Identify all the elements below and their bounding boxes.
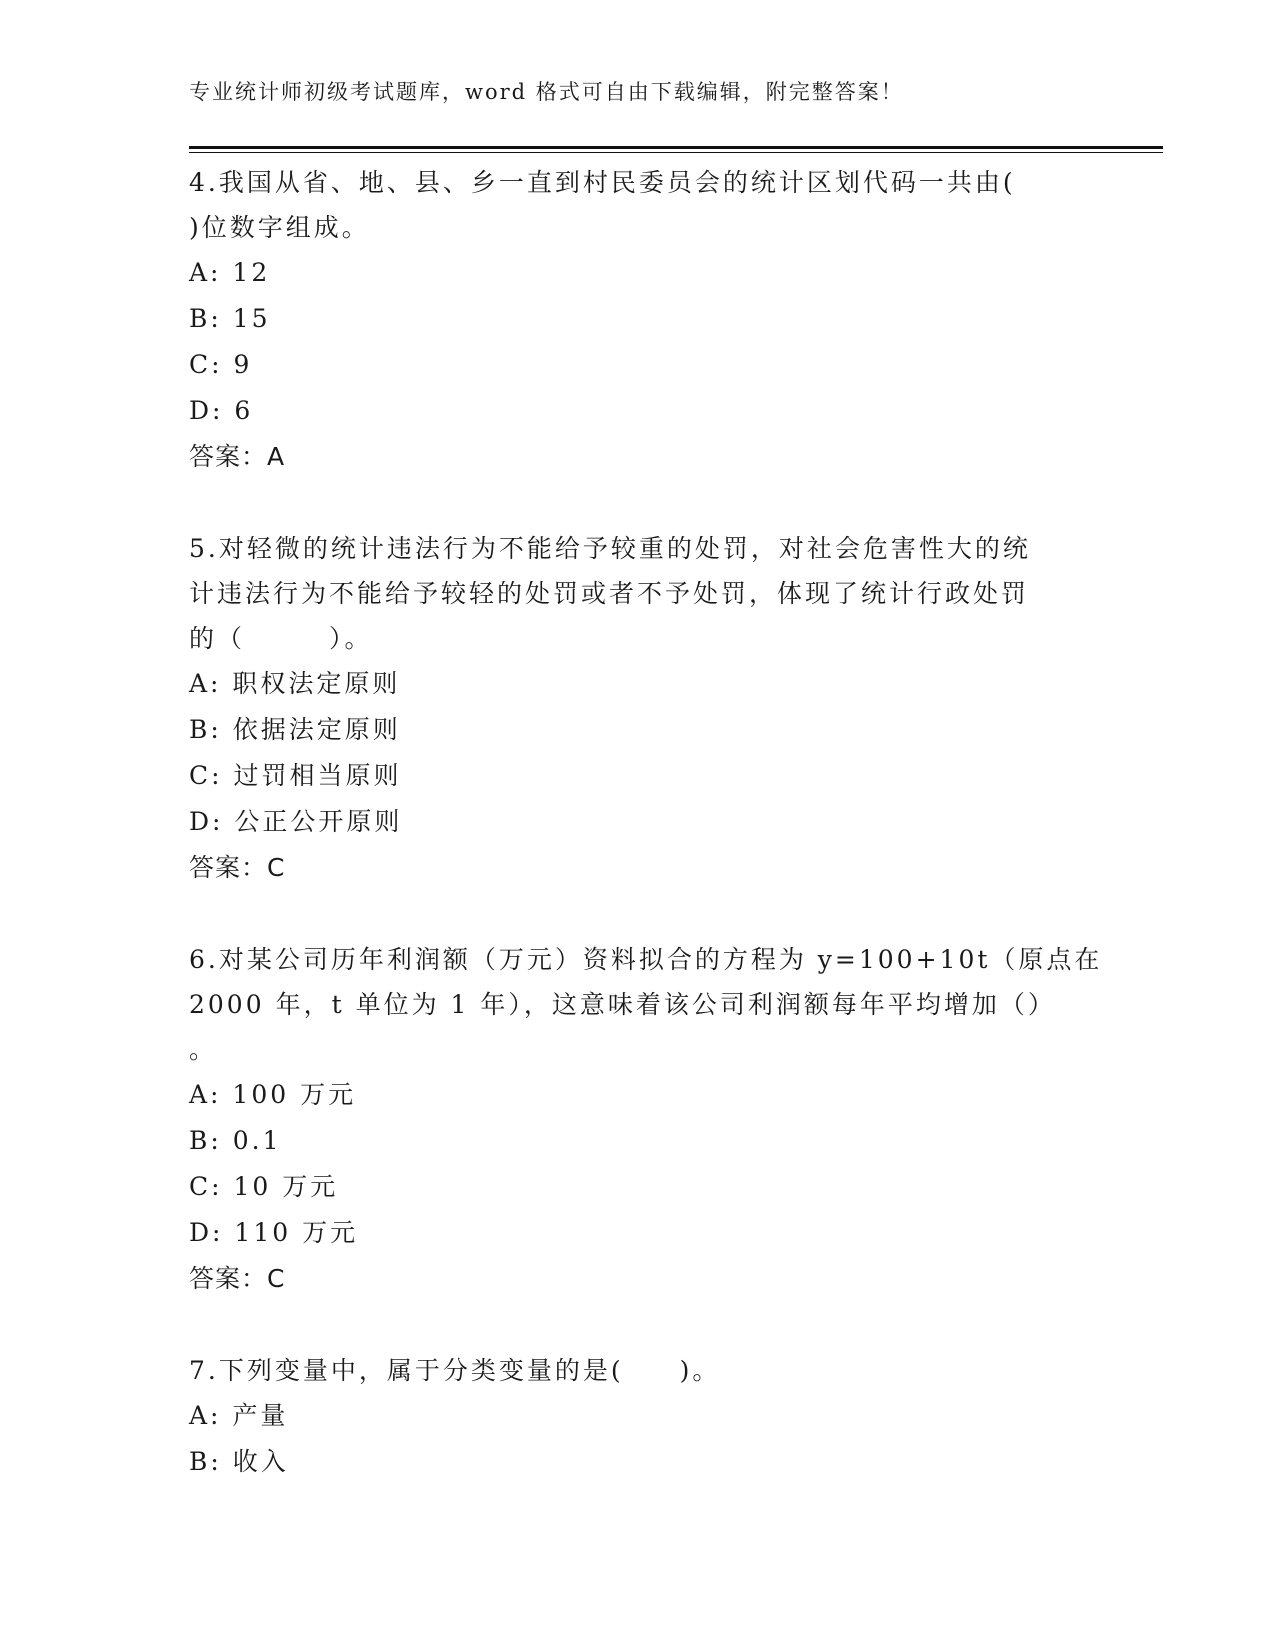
option-b: B: 收入 [189,1447,289,1476]
option-b: B: 15 [189,304,271,333]
question-stem-line: )位数字组成。 [189,213,370,242]
question-stem-line: 的（ ）。 [189,624,373,653]
option-a: A: 职权法定原则 [189,669,401,698]
header-rule-thin [189,152,1163,153]
question-stem-line: 。 [189,1035,218,1064]
option-d: D: 6 [189,396,254,425]
question-7 [189,1348,1089,1485]
option-d: D: 110 万元 [189,1218,359,1247]
question-stem-line: 5.对轻微的统计违法行为不能给予较重的处罚，对社会危害性大的统 [189,534,1031,563]
option-c: C: 过罚相当原则 [189,761,402,790]
question-6 [189,937,1103,1302]
option-a: A: 100 万元 [189,1080,357,1109]
header-rule-thick [189,146,1163,149]
question-stem-line: 4.我国从省、地、县、乡一直到村民委员会的统计区划代码一共由( [189,168,1016,197]
question-stem-line: 2000 年，t 单位为 1 年），这意味着该公司利润额每年平均增加（） [189,990,1056,1019]
option-a: A: 产量 [189,1401,289,1430]
option-d: D: 公正公开原则 [189,807,403,836]
option-c: C: 9 [189,350,253,379]
question-stem-line: 6.对某公司历年利润额（万元）资料拟合的方程为 y=100+10t（原点在 [189,945,1103,974]
answer-line: 答案：C [189,853,286,882]
page-header: 专业统计师初级考试题库，word 格式可自由下载编辑，附完整答案！ [189,80,904,104]
answer-line: 答案：A [189,442,286,471]
question-4 [189,160,1089,480]
answer-line: 答案：C [189,1264,286,1293]
question-5 [189,526,1089,891]
option-b: B: 依据法定原则 [189,715,401,744]
question-list [189,160,1103,1485]
option-a: A: 12 [189,258,271,287]
question-stem-line: 计违法行为不能给予较轻的处罚或者不予处罚，体现了统计行政处罚 [189,579,1030,608]
option-b: B: 0.1 [189,1126,282,1155]
question-stem-line: 7.下列变量中，属于分类变量的是( )。 [189,1356,721,1385]
option-c: C: 10 万元 [189,1172,339,1201]
